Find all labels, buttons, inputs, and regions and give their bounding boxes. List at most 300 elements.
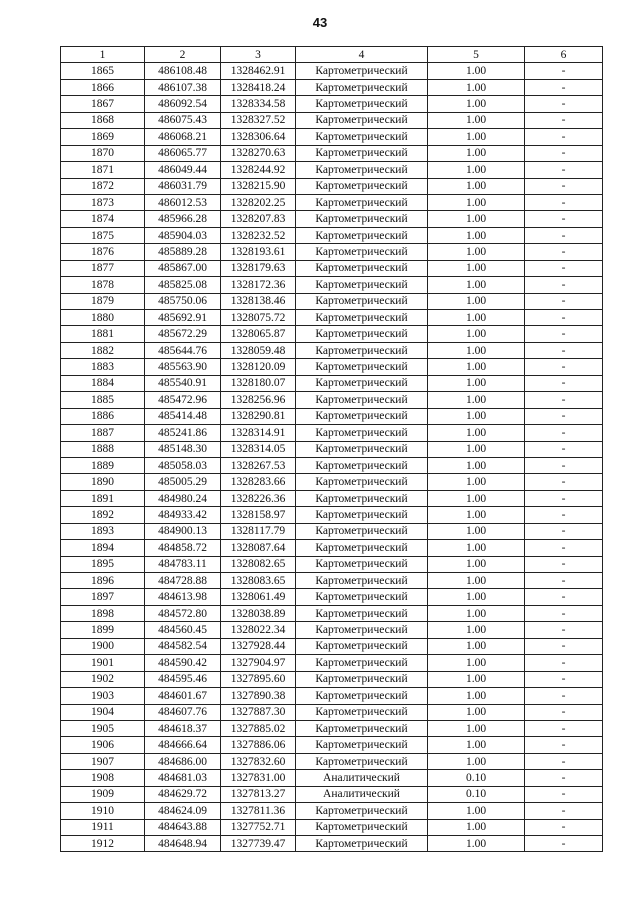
method-cell: Картометрический [296, 573, 428, 589]
point-number-cell: 1893 [61, 523, 145, 539]
accuracy-cell: 1.00 [428, 573, 525, 589]
point-number-cell: 1874 [61, 211, 145, 227]
accuracy-cell: 1.00 [428, 359, 525, 375]
method-cell: Картометрический [296, 244, 428, 260]
accuracy-cell: 1.00 [428, 79, 525, 95]
y-coordinate-cell: 1328306.64 [221, 129, 296, 145]
y-coordinate-cell: 1328059.48 [221, 342, 296, 358]
accuracy-cell: 1.00 [428, 96, 525, 112]
x-coordinate-cell: 485825.08 [145, 277, 221, 293]
point-number-cell: 1880 [61, 310, 145, 326]
table-row [61, 836, 603, 852]
table-body [61, 63, 603, 852]
point-number-cell: 1870 [61, 145, 145, 161]
table-row [61, 244, 603, 260]
note-cell: - [525, 408, 603, 424]
method-cell: Картометрический [296, 375, 428, 391]
accuracy-cell: 1.00 [428, 803, 525, 819]
accuracy-cell: 1.00 [428, 425, 525, 441]
y-coordinate-cell: 1327928.44 [221, 638, 296, 654]
table-row [61, 227, 603, 243]
accuracy-cell: 1.00 [428, 194, 525, 210]
table-row [61, 474, 603, 490]
y-coordinate-cell: 1327895.60 [221, 671, 296, 687]
accuracy-cell: 1.00 [428, 671, 525, 687]
y-coordinate-cell: 1328226.36 [221, 490, 296, 506]
y-coordinate-cell: 1328270.63 [221, 145, 296, 161]
y-coordinate-cell: 1328193.61 [221, 244, 296, 260]
x-coordinate-cell: 484595.46 [145, 671, 221, 687]
point-number-cell: 1908 [61, 770, 145, 786]
accuracy-cell: 1.00 [428, 704, 525, 720]
note-cell: - [525, 441, 603, 457]
note-cell: - [525, 655, 603, 671]
note-cell: - [525, 836, 603, 852]
note-cell: - [525, 244, 603, 260]
accuracy-cell: 1.00 [428, 441, 525, 457]
x-coordinate-cell: 485241.86 [145, 425, 221, 441]
method-cell: Картометрический [296, 63, 428, 79]
x-coordinate-cell: 484601.67 [145, 688, 221, 704]
x-coordinate-cell: 484590.42 [145, 655, 221, 671]
accuracy-cell: 1.00 [428, 63, 525, 79]
x-coordinate-cell: 486068.21 [145, 129, 221, 145]
method-cell: Картометрический [296, 836, 428, 852]
y-coordinate-cell: 1328418.24 [221, 79, 296, 95]
method-cell: Картометрический [296, 211, 428, 227]
note-cell: - [525, 359, 603, 375]
table-row [61, 770, 603, 786]
method-cell: Картометрический [296, 655, 428, 671]
note-cell: - [525, 770, 603, 786]
x-coordinate-cell: 484629.72 [145, 786, 221, 802]
note-cell: - [525, 589, 603, 605]
method-cell: Картометрический [296, 457, 428, 473]
method-cell: Картометрический [296, 441, 428, 457]
y-coordinate-cell: 1328022.34 [221, 622, 296, 638]
point-number-cell: 1873 [61, 194, 145, 210]
note-cell: - [525, 671, 603, 687]
x-coordinate-cell: 486065.77 [145, 145, 221, 161]
note-cell: - [525, 162, 603, 178]
x-coordinate-cell: 486012.53 [145, 194, 221, 210]
column-header: 4 [296, 47, 428, 63]
x-coordinate-cell: 484643.88 [145, 819, 221, 835]
x-coordinate-cell: 484728.88 [145, 573, 221, 589]
method-cell: Картометрический [296, 408, 428, 424]
x-coordinate-cell: 484624.09 [145, 803, 221, 819]
column-header: 2 [145, 47, 221, 63]
x-coordinate-cell: 486049.44 [145, 162, 221, 178]
point-number-cell: 1898 [61, 605, 145, 621]
point-number-cell: 1865 [61, 63, 145, 79]
accuracy-cell: 1.00 [428, 490, 525, 506]
x-coordinate-cell: 486092.54 [145, 96, 221, 112]
method-cell: Картометрический [296, 145, 428, 161]
note-cell: - [525, 474, 603, 490]
note-cell: - [525, 293, 603, 309]
accuracy-cell: 1.00 [428, 293, 525, 309]
method-cell: Картометрический [296, 737, 428, 753]
accuracy-cell: 1.00 [428, 310, 525, 326]
method-cell: Аналитический [296, 770, 428, 786]
y-coordinate-cell: 1328087.64 [221, 540, 296, 556]
x-coordinate-cell: 484582.54 [145, 638, 221, 654]
note-cell: - [525, 622, 603, 638]
table-row [61, 359, 603, 375]
note-cell: - [525, 96, 603, 112]
table-row [61, 310, 603, 326]
point-number-cell: 1869 [61, 129, 145, 145]
accuracy-cell: 1.00 [428, 392, 525, 408]
accuracy-cell: 1.00 [428, 720, 525, 736]
y-coordinate-cell: 1328314.05 [221, 441, 296, 457]
method-cell: Аналитический [296, 786, 428, 802]
point-number-cell: 1899 [61, 622, 145, 638]
accuracy-cell: 1.00 [428, 129, 525, 145]
table-row [61, 194, 603, 210]
method-cell: Картометрический [296, 194, 428, 210]
table-row [61, 622, 603, 638]
note-cell: - [525, 392, 603, 408]
note-cell: - [525, 260, 603, 276]
note-cell: - [525, 375, 603, 391]
y-coordinate-cell: 1328314.91 [221, 425, 296, 441]
accuracy-cell: 1.00 [428, 589, 525, 605]
x-coordinate-cell: 485058.03 [145, 457, 221, 473]
table-row [61, 589, 603, 605]
point-number-cell: 1882 [61, 342, 145, 358]
table-row [61, 63, 603, 79]
table-row [61, 737, 603, 753]
point-number-cell: 1911 [61, 819, 145, 835]
method-cell: Картометрический [296, 704, 428, 720]
x-coordinate-cell: 484648.94 [145, 836, 221, 852]
point-number-cell: 1895 [61, 556, 145, 572]
column-header: 1 [61, 47, 145, 63]
table-row [61, 523, 603, 539]
y-coordinate-cell: 1328202.25 [221, 194, 296, 210]
accuracy-cell: 1.00 [428, 474, 525, 490]
method-cell: Картометрический [296, 490, 428, 506]
table-row [61, 408, 603, 424]
point-number-cell: 1868 [61, 112, 145, 128]
point-number-cell: 1872 [61, 178, 145, 194]
x-coordinate-cell: 485148.30 [145, 441, 221, 457]
accuracy-cell: 1.00 [428, 178, 525, 194]
accuracy-cell: 1.00 [428, 688, 525, 704]
accuracy-cell: 1.00 [428, 162, 525, 178]
table-header-row [61, 47, 603, 63]
point-number-cell: 1871 [61, 162, 145, 178]
table-row [61, 441, 603, 457]
method-cell: Картометрический [296, 293, 428, 309]
method-cell: Картометрический [296, 112, 428, 128]
table-row [61, 392, 603, 408]
accuracy-cell: 1.00 [428, 753, 525, 769]
note-cell: - [525, 753, 603, 769]
note-cell: - [525, 720, 603, 736]
table-row [61, 671, 603, 687]
y-coordinate-cell: 1328172.36 [221, 277, 296, 293]
x-coordinate-cell: 484681.03 [145, 770, 221, 786]
y-coordinate-cell: 1327904.97 [221, 655, 296, 671]
point-number-cell: 1900 [61, 638, 145, 654]
x-coordinate-cell: 484560.45 [145, 622, 221, 638]
table-row [61, 260, 603, 276]
y-coordinate-cell: 1328290.81 [221, 408, 296, 424]
note-cell: - [525, 704, 603, 720]
note-cell: - [525, 523, 603, 539]
point-number-cell: 1909 [61, 786, 145, 802]
method-cell: Картометрический [296, 720, 428, 736]
point-number-cell: 1876 [61, 244, 145, 260]
table-row [61, 277, 603, 293]
y-coordinate-cell: 1327832.60 [221, 753, 296, 769]
table-row [61, 112, 603, 128]
table-row [61, 803, 603, 819]
method-cell: Картометрический [296, 605, 428, 621]
note-cell: - [525, 803, 603, 819]
method-cell: Картометрический [296, 688, 428, 704]
note-cell: - [525, 540, 603, 556]
accuracy-cell: 0.10 [428, 786, 525, 802]
method-cell: Картометрический [296, 638, 428, 654]
accuracy-cell: 1.00 [428, 737, 525, 753]
y-coordinate-cell: 1327752.71 [221, 819, 296, 835]
y-coordinate-cell: 1328267.53 [221, 457, 296, 473]
point-number-cell: 1905 [61, 720, 145, 736]
accuracy-cell: 1.00 [428, 211, 525, 227]
note-cell: - [525, 490, 603, 506]
accuracy-cell: 1.00 [428, 145, 525, 161]
note-cell: - [525, 326, 603, 342]
point-number-cell: 1889 [61, 457, 145, 473]
table-row [61, 556, 603, 572]
method-cell: Картометрический [296, 556, 428, 572]
table-row [61, 342, 603, 358]
x-coordinate-cell: 485889.28 [145, 244, 221, 260]
y-coordinate-cell: 1328232.52 [221, 227, 296, 243]
method-cell: Картометрический [296, 260, 428, 276]
point-number-cell: 1887 [61, 425, 145, 441]
table-row [61, 162, 603, 178]
table-row [61, 655, 603, 671]
column-header: 3 [221, 47, 296, 63]
table-row [61, 540, 603, 556]
y-coordinate-cell: 1327811.36 [221, 803, 296, 819]
x-coordinate-cell: 484858.72 [145, 540, 221, 556]
point-number-cell: 1886 [61, 408, 145, 424]
note-cell: - [525, 227, 603, 243]
accuracy-cell: 1.00 [428, 507, 525, 523]
note-cell: - [525, 507, 603, 523]
x-coordinate-cell: 486075.43 [145, 112, 221, 128]
x-coordinate-cell: 485644.76 [145, 342, 221, 358]
accuracy-cell: 1.00 [428, 342, 525, 358]
accuracy-cell: 1.00 [428, 408, 525, 424]
y-coordinate-cell: 1328065.87 [221, 326, 296, 342]
accuracy-cell: 1.00 [428, 244, 525, 260]
x-coordinate-cell: 484607.76 [145, 704, 221, 720]
y-coordinate-cell: 1328207.83 [221, 211, 296, 227]
table-row [61, 507, 603, 523]
x-coordinate-cell: 484613.98 [145, 589, 221, 605]
y-coordinate-cell: 1327739.47 [221, 836, 296, 852]
point-number-cell: 1877 [61, 260, 145, 276]
y-coordinate-cell: 1328158.97 [221, 507, 296, 523]
y-coordinate-cell: 1327887.30 [221, 704, 296, 720]
y-coordinate-cell: 1328138.46 [221, 293, 296, 309]
accuracy-cell: 1.00 [428, 457, 525, 473]
y-coordinate-cell: 1327831.00 [221, 770, 296, 786]
note-cell: - [525, 605, 603, 621]
note-cell: - [525, 786, 603, 802]
accuracy-cell: 1.00 [428, 326, 525, 342]
table-row [61, 145, 603, 161]
note-cell: - [525, 819, 603, 835]
table-row [61, 457, 603, 473]
accuracy-cell: 1.00 [428, 260, 525, 276]
note-cell: - [525, 178, 603, 194]
method-cell: Картометрический [296, 310, 428, 326]
y-coordinate-cell: 1328179.63 [221, 260, 296, 276]
table-row [61, 129, 603, 145]
table-row [61, 819, 603, 835]
method-cell: Картометрический [296, 326, 428, 342]
point-number-cell: 1884 [61, 375, 145, 391]
x-coordinate-cell: 485672.29 [145, 326, 221, 342]
method-cell: Картометрический [296, 622, 428, 638]
x-coordinate-cell: 485414.48 [145, 408, 221, 424]
method-cell: Картометрический [296, 753, 428, 769]
table-row [61, 79, 603, 95]
method-cell: Картометрический [296, 342, 428, 358]
y-coordinate-cell: 1327885.02 [221, 720, 296, 736]
table-row [61, 638, 603, 654]
y-coordinate-cell: 1328215.90 [221, 178, 296, 194]
point-number-cell: 1910 [61, 803, 145, 819]
coordinates-table [60, 46, 603, 852]
x-coordinate-cell: 484933.42 [145, 507, 221, 523]
y-coordinate-cell: 1328334.58 [221, 96, 296, 112]
y-coordinate-cell: 1328327.52 [221, 112, 296, 128]
x-coordinate-cell: 486108.48 [145, 63, 221, 79]
note-cell: - [525, 79, 603, 95]
x-coordinate-cell: 486031.79 [145, 178, 221, 194]
accuracy-cell: 1.00 [428, 605, 525, 621]
table-row [61, 704, 603, 720]
accuracy-cell: 1.00 [428, 227, 525, 243]
point-number-cell: 1903 [61, 688, 145, 704]
y-coordinate-cell: 1328256.96 [221, 392, 296, 408]
method-cell: Картометрический [296, 178, 428, 194]
table-row [61, 375, 603, 391]
table-row [61, 211, 603, 227]
note-cell: - [525, 277, 603, 293]
method-cell: Картометрический [296, 540, 428, 556]
table-row [61, 720, 603, 736]
y-coordinate-cell: 1328083.65 [221, 573, 296, 589]
method-cell: Картометрический [296, 671, 428, 687]
y-coordinate-cell: 1327890.38 [221, 688, 296, 704]
point-number-cell: 1901 [61, 655, 145, 671]
table-row [61, 293, 603, 309]
x-coordinate-cell: 485867.00 [145, 260, 221, 276]
method-cell: Картометрический [296, 359, 428, 375]
page-number: 43 [312, 15, 328, 30]
note-cell: - [525, 342, 603, 358]
point-number-cell: 1879 [61, 293, 145, 309]
x-coordinate-cell: 484572.80 [145, 605, 221, 621]
note-cell: - [525, 211, 603, 227]
method-cell: Картометрический [296, 474, 428, 490]
table-row [61, 425, 603, 441]
y-coordinate-cell: 1328283.66 [221, 474, 296, 490]
accuracy-cell: 1.00 [428, 622, 525, 638]
accuracy-cell: 1.00 [428, 375, 525, 391]
point-number-cell: 1912 [61, 836, 145, 852]
point-number-cell: 1892 [61, 507, 145, 523]
accuracy-cell: 1.00 [428, 112, 525, 128]
table-row [61, 688, 603, 704]
x-coordinate-cell: 485540.91 [145, 375, 221, 391]
x-coordinate-cell: 484900.13 [145, 523, 221, 539]
table-row [61, 753, 603, 769]
accuracy-cell: 1.00 [428, 523, 525, 539]
table-row [61, 786, 603, 802]
x-coordinate-cell: 484666.64 [145, 737, 221, 753]
y-coordinate-cell: 1328244.92 [221, 162, 296, 178]
accuracy-cell: 1.00 [428, 638, 525, 654]
table-row [61, 490, 603, 506]
point-number-cell: 1904 [61, 704, 145, 720]
point-number-cell: 1883 [61, 359, 145, 375]
note-cell: - [525, 457, 603, 473]
point-number-cell: 1878 [61, 277, 145, 293]
x-coordinate-cell: 484686.00 [145, 753, 221, 769]
note-cell: - [525, 194, 603, 210]
note-cell: - [525, 145, 603, 161]
x-coordinate-cell: 484783.11 [145, 556, 221, 572]
method-cell: Картометрический [296, 523, 428, 539]
method-cell: Картометрический [296, 96, 428, 112]
y-coordinate-cell: 1328082.65 [221, 556, 296, 572]
point-number-cell: 1885 [61, 392, 145, 408]
note-cell: - [525, 63, 603, 79]
accuracy-cell: 1.00 [428, 655, 525, 671]
note-cell: - [525, 638, 603, 654]
point-number-cell: 1906 [61, 737, 145, 753]
point-number-cell: 1866 [61, 79, 145, 95]
point-number-cell: 1894 [61, 540, 145, 556]
method-cell: Картометрический [296, 507, 428, 523]
table-row [61, 96, 603, 112]
method-cell: Картометрический [296, 589, 428, 605]
accuracy-cell: 0.10 [428, 770, 525, 786]
method-cell: Картометрический [296, 425, 428, 441]
point-number-cell: 1867 [61, 96, 145, 112]
y-coordinate-cell: 1328038.89 [221, 605, 296, 621]
note-cell: - [525, 573, 603, 589]
x-coordinate-cell: 485563.90 [145, 359, 221, 375]
point-number-cell: 1881 [61, 326, 145, 342]
note-cell: - [525, 310, 603, 326]
x-coordinate-cell: 484980.24 [145, 490, 221, 506]
note-cell: - [525, 688, 603, 704]
table-row [61, 178, 603, 194]
method-cell: Картометрический [296, 392, 428, 408]
